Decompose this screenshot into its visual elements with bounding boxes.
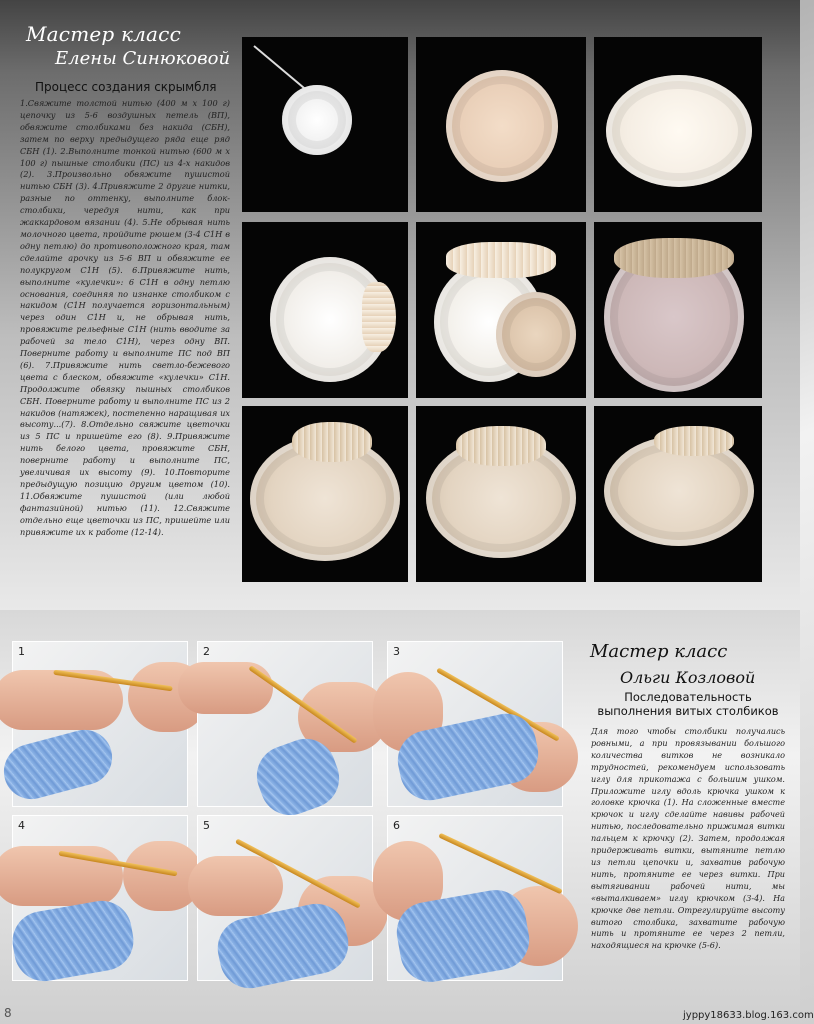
step-photo-2 — [197, 641, 373, 807]
crochet-photo-4 — [242, 222, 408, 398]
step-photo-1 — [12, 641, 188, 807]
crochet-photo-7 — [242, 406, 408, 582]
step-photo-4 — [12, 815, 188, 981]
section-2-title-line-2: Ольги Козловой — [620, 668, 756, 687]
step-photo-6 — [387, 815, 563, 981]
section-2-body: Для того чтобы столбики получались ровными, а при провязывании большого количества витков не возникало трудностей, рекомендуем использовать иглу для прикотажа с большим ушком. Приложите иглу вдоль крючка ушком к головке крючка (1). На сложенные вместе крючок и иглу сделайте навивы рабочей нитью, последовательно прижимая витки пальцем к крючку (2). Затем, продолжая придерживать витки, вытяните петлю из петли цепочки и, захватив рабочую нить, протяните ее через витки. При вытягивании рабочей нити, мы «выталкиваем» иглу крючком (3-4). На крючке две петли. Отрегулируйте высоту витого столбика, захватите рабочую нить и протяните ее через 2 петли, находящиеся на крючке (5-6). — [591, 726, 785, 951]
crochet-photo-8 — [416, 406, 586, 582]
page-number: 8 — [4, 1006, 12, 1020]
step-number: 5 — [203, 819, 210, 832]
step-number: 1 — [18, 645, 25, 658]
crochet-photo-6 — [594, 222, 762, 398]
section-2-subtitle: Последовательность выполнения витых столбиков — [597, 690, 779, 718]
crochet-photo-1 — [242, 37, 408, 212]
step-number: 4 — [18, 819, 25, 832]
step-photo-5 — [197, 815, 373, 981]
step-number: 6 — [393, 819, 400, 832]
crochet-photo-2 — [416, 37, 586, 212]
step-number: 3 — [393, 645, 400, 658]
section-2-title-line-1: Мастер класс — [590, 641, 728, 662]
step-number: 2 — [203, 645, 210, 658]
crochet-photo-5 — [416, 222, 586, 398]
watermark-url: jyppy18633.blog.163.com — [683, 1010, 814, 1021]
section-1-subtitle: Процесс создания скрымбля — [35, 80, 217, 94]
section-1-title-line-1: Мастер класс — [26, 22, 181, 46]
step-photo-3 — [387, 641, 563, 807]
crochet-photo-3 — [594, 37, 762, 212]
section-1-instructions: 1.Свяжите толстой нитью (400 м x 100 г) цепочку из 5-6 воздушных петель (ВП), обвяжите столбиками без накида (СБН), затем по верху предыдущего ряда еще ряд СБН (1). 2.Выполните тонкой нитью (600 м x 100 г) пышные столбики (ПС) из 4-х накидов (2). 3.Произвольно обвяжите пушистой нитью СБН (3). 4.Привяжите 2 другие нитки, разные по оттенку, выполните блок-столбики, чередуя нити, как при жаккардовом вязании (4). 5.Не обрывая нить молочного цвета, пройдите рюшем (3-4 С1Н в одну петлю) до противоположного края, там сделайте арочку из 5-6 ВП и обвяжите ее полукругом С1Н (5). 6.Привяжите нить, выполните «кулечки»: 6 С1Н в одну петлю основания, соединяя по изнанке столбиком с накидом (С1Н получается горизонтальным) через один С1Н и, не обрывая нить, провяжите рельефные С1Н (нить вводите за рабочей за тело С1Н), через одну ВП. Поверните работу и выполните ПС под ВП (6). 7.Привяжите нить светло-бежевого цвета с блеском, обвяжите «кулечки» С1Н. Продолжите обвязку пышных столбиков СБН. Поверните работу и выполните ПС из 2 накидов (натяжек), постепенно наращивая их высоту...(7). 8.Отдельно свяжите цветочки из 5 ПС и пришейте его (8). 9.Привяжите нить белого цвета, провяжите СБН, поверните работу и выполните ПС, увеличивая их высоту (9). 10.Повторите предыдущую позицию другим цветом (10). 11.Обвяжите пушистой (или любой фантазийной) нитью (11). 12.Свяжите отдельно еще цветочки из ПС, пришейте или привяжите их к работе (12-14). — [20, 98, 230, 537]
section-1-title-line-2: Елены Синюковой — [55, 48, 231, 69]
crochet-photo-9 — [594, 406, 762, 582]
